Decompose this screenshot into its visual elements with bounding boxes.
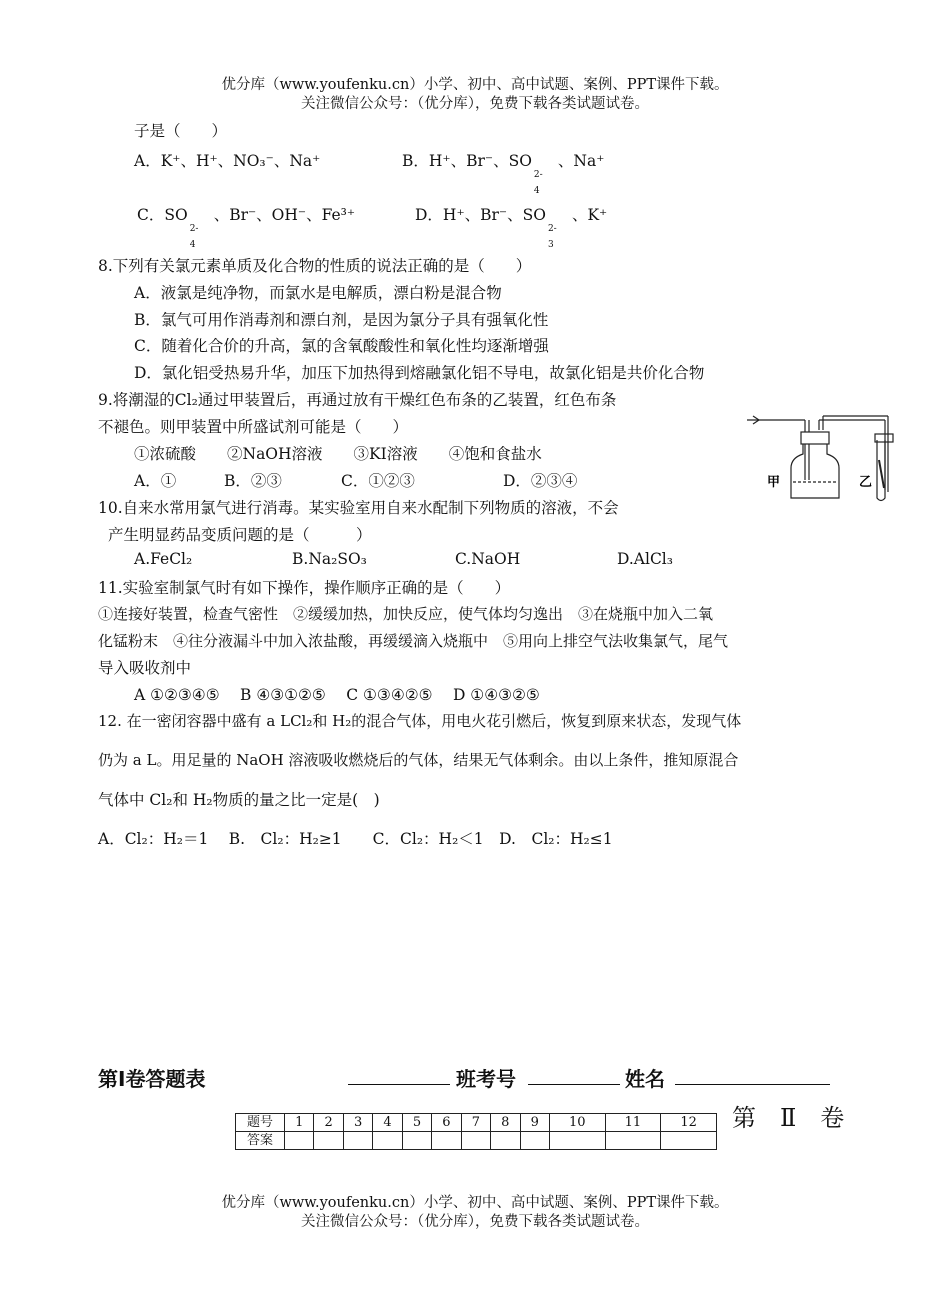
q9-option-a: A．① <box>134 472 177 490</box>
q11-line-3: 导入吸收剂中 <box>98 659 192 677</box>
q7-option-c-prefix: C．SO <box>137 206 188 224</box>
name-blank[interactable] <box>675 1084 830 1085</box>
q7-option-c-suffix: 、Br⁻、OH⁻、Fe³⁺ <box>213 206 356 224</box>
q8-option-b: B．氯气可用作消毒剂和漂白剂，是因为氯分子具有强氧化性 <box>134 311 549 329</box>
q8-option-a: A．液氯是纯净物，而氯水是电解质，漂白粉是混合物 <box>134 284 502 302</box>
q12-line-2: 仍为 a L。用足量的 NaOH 溶液吸收燃烧后的气体，结果无气体剩余。由以上条件，推知原混合 <box>98 751 739 769</box>
stopper <box>801 432 829 444</box>
q7-option-b <box>402 149 605 196</box>
tube-stopper <box>875 434 893 442</box>
answer-cell[interactable] <box>343 1132 372 1150</box>
q7-stem-tail: 子是（ ） <box>134 122 228 140</box>
q8-option-c: C．随着化合价的升高，氯的含氧酸酸性和氧化性均逐渐增强 <box>134 337 549 355</box>
q7-c-sup: 2- <box>189 224 199 234</box>
row-header-answer: 答案 <box>236 1132 285 1150</box>
q11-options: A ①②③④⑤ B ④③①②⑤ C ①③④②⑤ D ①④③②⑤ <box>134 686 540 704</box>
q9-option-d: D．②③④ <box>503 472 578 490</box>
q-number-cell: 6 <box>432 1114 461 1132</box>
label-jia: 甲 <box>767 475 781 490</box>
q7-b-sub: 4 <box>533 186 540 196</box>
answer-cell[interactable] <box>661 1132 717 1150</box>
q11-line-1: ①连接好装置，检查气密性 ②缓缓加热，加快反应，使气体均匀逸出 ③在烧瓶中加入二氧 <box>98 605 714 623</box>
q10-option-c: C.NaOH <box>455 550 521 568</box>
answer-cell[interactable] <box>520 1132 549 1150</box>
answer-cell[interactable] <box>461 1132 490 1150</box>
q7-option-b-prefix: B．H⁺、Br⁻、SO <box>402 152 532 170</box>
answer-table-title: 第Ⅰ卷答题表 <box>98 1067 206 1091</box>
q7-option-c <box>137 203 356 250</box>
q11-stem: 11.实验室制氯气时有如下操作，操作顺序正确的是（ ） <box>98 579 511 597</box>
answer-cell[interactable] <box>491 1132 520 1150</box>
q10-stem-line-2: 产生明显药品变质问题的是（ ） <box>108 526 372 544</box>
answer-cell[interactable] <box>549 1132 605 1150</box>
q-number-cell: 2 <box>314 1114 343 1132</box>
class-label: 班考号 <box>456 1067 516 1091</box>
q7-d-sub: 3 <box>547 240 554 250</box>
q12-line-1: 12. 在一密闭容器中盛有 a LCl₂和 H₂的混合气体，用电火花引燃后，恢复到原来状态，发现气体 <box>98 712 742 730</box>
footer-line-2: 关注微信公众号：（优分库），免费下载各类试题试卷。 <box>301 1214 649 1230</box>
q7-d-sup: 2- <box>547 224 557 234</box>
q7-option-d <box>415 203 608 250</box>
answer-cell[interactable] <box>402 1132 431 1150</box>
q7-b-sup: 2- <box>533 170 543 180</box>
q10-option-b: B.Na₂SO₃ <box>292 550 367 568</box>
q-number-cell: 7 <box>461 1114 490 1132</box>
q-number-cell: 10 <box>549 1114 605 1132</box>
q-number-cell: 4 <box>373 1114 402 1132</box>
q9-stem-line-2: 不褪色。则甲装置中所盛试剂可能是（ ） <box>98 418 409 436</box>
answer-table <box>235 1113 717 1150</box>
name-label: 姓名 <box>625 1067 665 1091</box>
q9-option-b: B．②③ <box>224 472 282 490</box>
q7-option-b-suffix: 、Na⁺ <box>557 152 605 170</box>
q-number-cell: 9 <box>520 1114 549 1132</box>
answer-cell[interactable] <box>285 1132 314 1150</box>
cloth-strip <box>879 460 884 488</box>
q-number-cell: 3 <box>343 1114 372 1132</box>
header-line-1: 优分库（www.youfenku.cn）小学、初中、高中试题、案例、PPT课件下载。 <box>221 77 729 93</box>
header-line-2: 关注微信公众号：（优分库），免费下载各类试题试卷。 <box>301 96 649 112</box>
q-number-cell: 1 <box>285 1114 314 1132</box>
q-number-cell: 12 <box>661 1114 717 1132</box>
footer-line-1: 优分库（www.youfenku.cn）小学、初中、高中试题、案例、PPT课件下载。 <box>221 1195 729 1211</box>
q-number-cell: 5 <box>402 1114 431 1132</box>
q10-option-d: D.AlCl₃ <box>617 550 673 568</box>
table-row-answers <box>236 1132 717 1150</box>
class-blank[interactable] <box>348 1084 450 1085</box>
q10-stem-line-1: 10.自来水常用氯气进行消毒。某实验室用自来水配制下列物质的溶液，不会 <box>98 499 619 517</box>
q10-option-a: A.FeCl₂ <box>134 550 193 568</box>
answer-cell[interactable] <box>373 1132 402 1150</box>
q7-option-d-prefix: D．H⁺、Br⁻、SO <box>415 206 546 224</box>
table-row-numbers <box>236 1114 717 1132</box>
q9-reagents: ①浓硫酸 ②NaOH溶液 ③KI溶液 ④饱和食盐水 <box>134 445 542 463</box>
q9-stem-line-1: 9.将潮湿的Cl₂通过甲装置后，再通过放有干燥红色布条的乙装置，红色布条 <box>98 391 617 409</box>
q-number-cell: 11 <box>605 1114 661 1132</box>
part-two-heading: 第 Ⅱ 卷 <box>732 1104 845 1132</box>
q12-options: A．Cl₂：H₂＝1 B. Cl₂：H₂≥1 C．Cl₂：H₂＜1 D. Cl₂：H₂≤1 <box>98 830 613 848</box>
apparatus-diagram <box>735 388 905 508</box>
q8-option-d: D．氯化铝受热易升华，加压下加热得到熔融氯化铝不导电，故氯化铝是共价化合物 <box>134 364 705 382</box>
gas-washing-bottle <box>791 444 839 498</box>
answer-cell[interactable] <box>314 1132 343 1150</box>
answer-cell[interactable] <box>432 1132 461 1150</box>
q8-stem: 8.下列有关氯元素单质及化合物的性质的说法正确的是（ ） <box>98 257 532 275</box>
q7-option-a: A．K⁺、H⁺、NO₃⁻、Na⁺ <box>134 152 321 170</box>
q7-option-d-suffix: 、K⁺ <box>571 206 608 224</box>
q9-option-c: C．①②③ <box>341 472 415 490</box>
label-yi: 乙 <box>859 475 873 490</box>
q11-line-2: 化锰粉末 ④往分液漏斗中加入浓盐酸，再缓缓滴入烧瓶中 ⑤用向上排空气法收集氯气，尾气 <box>98 632 729 650</box>
class-number-blank[interactable] <box>528 1084 620 1085</box>
q12-line-3: 气体中 Cl₂和 H₂物质的量之比一定是( ) <box>98 791 380 809</box>
row-header-number: 题号 <box>236 1114 285 1132</box>
q7-c-sub: 4 <box>189 240 196 250</box>
answer-cell[interactable] <box>605 1132 661 1150</box>
q-number-cell: 8 <box>491 1114 520 1132</box>
